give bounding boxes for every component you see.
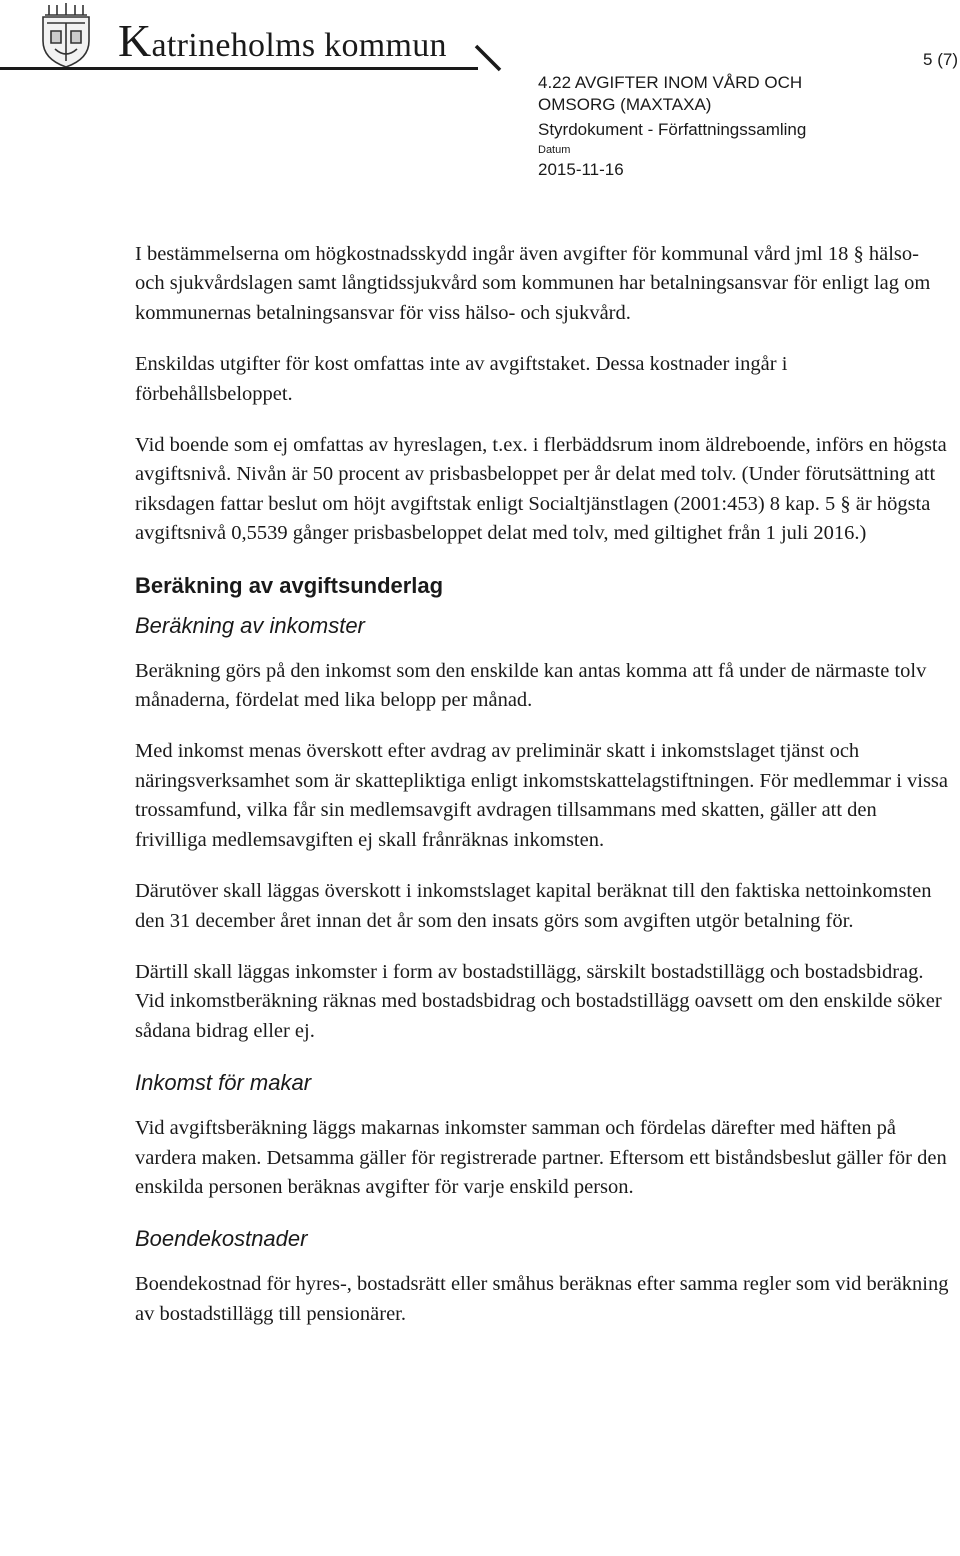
- paragraph: Därtill skall läggas inkomster i form av bostadstillägg, särskilt bostadstillägg och bostadsbidrag. Vid inkomstberäkning räknas med bostadsbidrag och bostadstillägg oavsett om den enskilde söker sådana bidrag eller ej.: [135, 960, 942, 1042]
- document-body: [135, 240, 950, 1351]
- paragraph: Enskildas utgifter för kost omfattas inte av avgiftstaket. Dessa kostnader ingår i förbehållsbeloppet.: [135, 353, 788, 405]
- organization-name: Katrineholms kommun: [118, 15, 447, 66]
- paragraph: Beräkning görs på den inkomst som den enskilde kan antas komma att få under de närmaste tolv månaderna, fördelat med lika belopp per månad.: [135, 659, 927, 712]
- paragraph: I bestämmelserna om högkostnadsskydd ingår även avgifter för kommunal vård jml 18 § hälso- och sjukvårdslagen samt långtidssjukvård som kommunen har betalningsansvar för enligt lag om kommunernas betalningsansvar för viss hälso- och sjukvård.: [135, 243, 931, 324]
- paragraph: Med inkomst menas överskott efter avdrag av preliminär skatt i inkomstslaget tjänst och näringsverksamhet som är skattepliktiga enligt inkomstskattelagstiftningen. För medlemmar i vissa trossamfund, vilka får sin medlemsavgift avdragen tillsammans med skatten, gäller att den frivilliga medlemsavgiften ej skall frånräknas inkomsten.: [135, 740, 949, 851]
- page-number: 5 (7): [923, 50, 958, 69]
- subsection-heading: Boendekostnader: [135, 1226, 308, 1252]
- subsection-heading: Beräkning av inkomster: [135, 612, 365, 638]
- page-header: [0, 0, 960, 190]
- document-type: Styrdokument - Författningssamling: [538, 120, 807, 139]
- header-rule-left: [0, 67, 118, 70]
- paragraph: Vid boende som ej omfattas av hyreslagen, t.ex. i flerbäddsrum inom äldreboende, införs en högsta avgiftsnivå. Nivån är 50 procent av prisbasbeloppet per år delat med tolv. (Under förutsättning att riksdagen fattar beslut om höjt avgiftstak enligt Socialtjänstlagen (2001:453) 8 kap. 5 § är högsta avgiftsnivå 0,5539 gånger prisbasbeloppet delat med tolv, med giltighet från 1 juli 2016.): [135, 434, 947, 545]
- paragraph: Därutöver skall läggas överskott i inkomstslaget kapital beräknat till den faktiska nettoinkomsten den 31 december året innan det år som den insats görs som avgiften utgör betalning för.: [135, 880, 932, 932]
- municipal-crest-icon: [37, 3, 95, 69]
- header-rule: [118, 67, 478, 70]
- document-date: 2015-11-16: [538, 160, 624, 179]
- paragraph: Boendekostnad för hyres-, bostadsrätt eller småhus beräknas efter samma regler som vid beräkning av bostadstillägg till pensionärer.: [135, 1273, 949, 1325]
- section-heading: Beräkning av avgiftsunderlag: [135, 572, 444, 598]
- document-title: 4.22 AVGIFTER INOM VÅRD OCH OMSORG (MAXTAXA): [538, 73, 803, 114]
- header-slash-mark: [474, 44, 514, 74]
- subsection-heading: Inkomst för makar: [135, 1070, 312, 1096]
- paragraph: Vid avgiftsberäkning läggs makarnas inkomster samman och fördelas därefter med häften på vardera maken. Detsamma gäller för registrerade partner. Eftersom ett biståndsbeslut gäller för den enskilda personen beräknas avgifter för varje enskild person.: [135, 1117, 947, 1198]
- date-label: Datum: [538, 144, 571, 156]
